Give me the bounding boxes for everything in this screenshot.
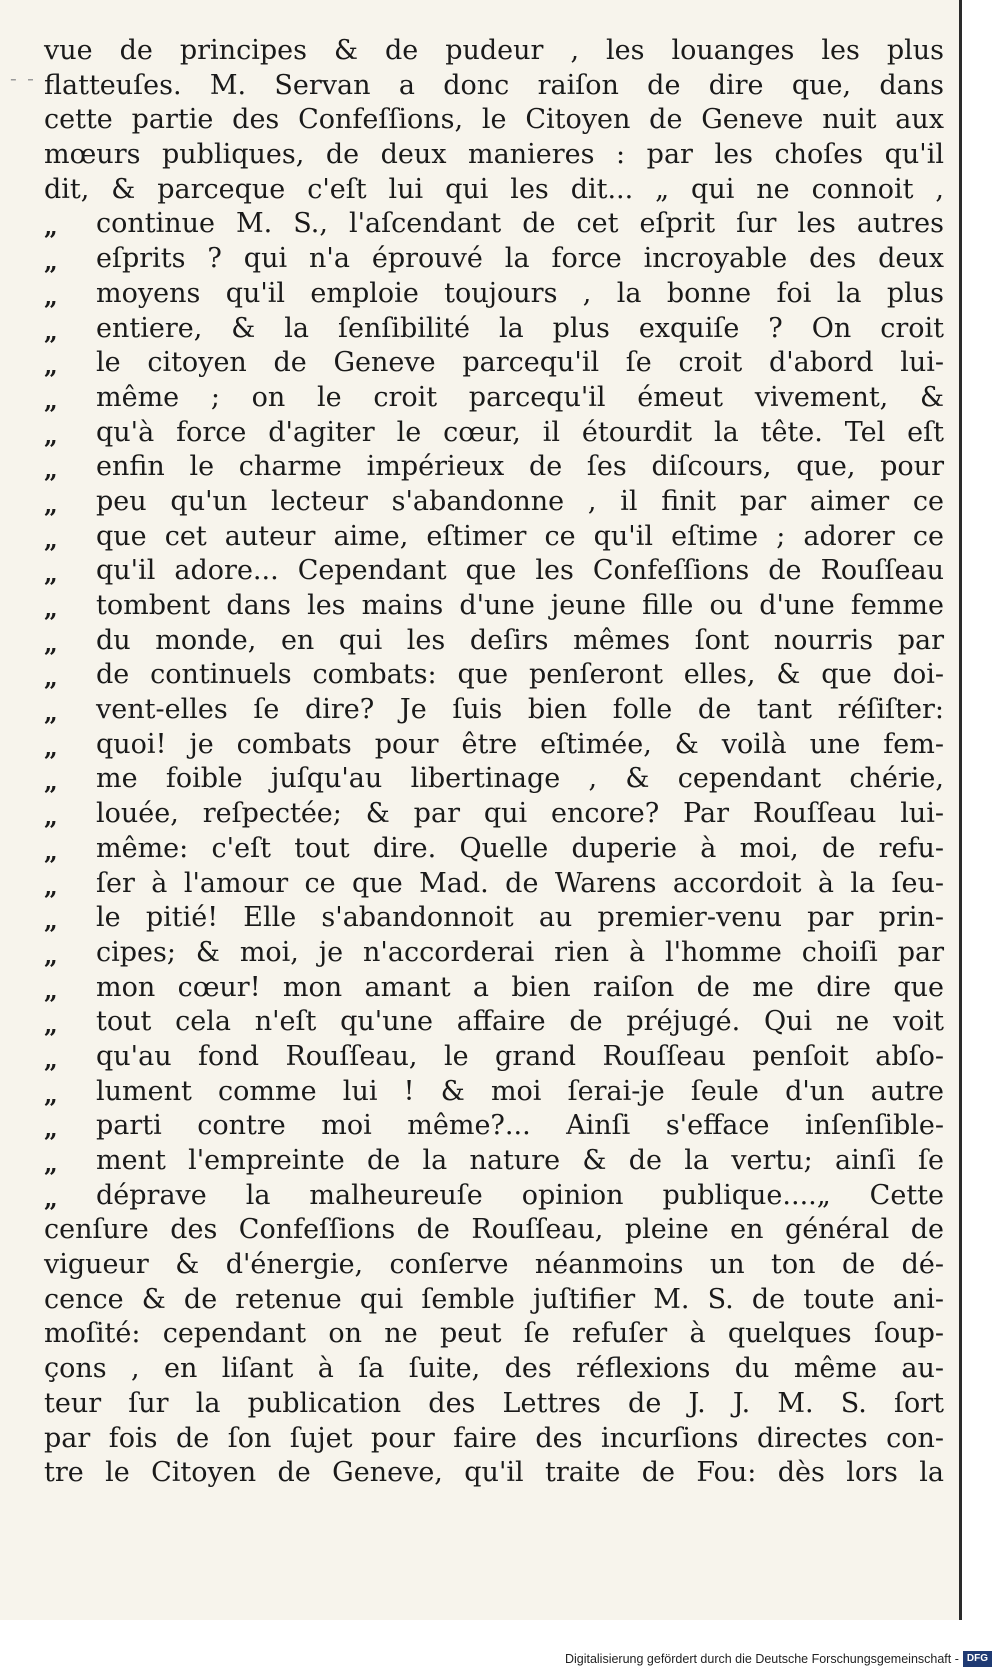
line-text: ment l'empreinte de la nature & de la vertu; ainſi ſe <box>96 1145 944 1176</box>
line-text: même ; on le croit parcequ'il émeut vivement, & <box>96 381 944 413</box>
quote-mark: „ <box>44 489 58 519</box>
line-text: parti contre moi même?... Ainſi s'efface inſenſible- <box>96 1110 944 1142</box>
text-line <box>44 34 944 69</box>
text-line <box>44 1317 944 1352</box>
line-text: tout cela n'eſt qu'une affaire de préjugé. Qui ne voit <box>96 1006 944 1038</box>
text-line <box>44 936 944 971</box>
quote-mark: „ <box>44 351 58 381</box>
line-text: mœurs publiques, de deux manieres : par les choſes qu'il <box>44 139 944 171</box>
text-line <box>44 520 944 555</box>
page-edge-mark: - - <box>10 66 36 90</box>
line-text: vent-elles ſe dire? Je ſuis bien folle de tant réſiſter: <box>96 694 944 726</box>
line-text: entiere, & la ſenſibilité la plus exquiſe ? On croit <box>96 312 944 344</box>
text-line <box>44 1109 944 1144</box>
digitization-footer <box>565 1651 992 1667</box>
line-text: du monde, en qui les deſirs mêmes ſont nourris par <box>96 624 944 656</box>
text-line <box>44 103 944 138</box>
line-text: ſer à l'amour ce que Mad. de Warens accordoit à la ſeu- <box>96 867 944 899</box>
quote-mark: „ <box>44 212 58 242</box>
text-line <box>44 589 944 624</box>
line-text: par fois de ſon ſujet pour faire des incurſions directes con- <box>44 1422 944 1454</box>
line-text: que cet auteur aime, eſtimer ce qu'il eſtime ; adorer ce <box>96 520 944 552</box>
line-text: le citoyen de Geneve parcequ'il ſe croit d'abord lui- <box>96 347 944 379</box>
line-text: enfin le charme impérieux de ſes diſcours, que, pour <box>96 451 944 483</box>
line-text: mon cœur! mon amant a bien raiſon de me dire que <box>96 971 944 1003</box>
text-line <box>44 277 944 312</box>
text-line <box>44 1387 944 1422</box>
text-line <box>44 693 944 728</box>
quote-mark: „ <box>44 698 58 728</box>
body-text-block <box>44 34 944 1491</box>
quote-mark: „ <box>44 524 58 554</box>
line-text: même: c'eſt tout dire. Quelle duperie à moi, de refu- <box>96 832 944 864</box>
text-line <box>44 69 944 104</box>
text-line <box>44 901 944 936</box>
line-text: cenſure des Confeſſions de Rouſſeau, pleine en général de <box>44 1214 944 1246</box>
text-line <box>44 346 944 381</box>
quote-mark: „ <box>44 1044 58 1074</box>
line-text: qu'il adore... Cependant que les Confeſſions de Rouſſeau <box>96 555 944 587</box>
quote-mark: „ <box>44 281 58 311</box>
quote-mark: „ <box>44 385 58 415</box>
quote-mark: „ <box>44 594 58 623</box>
quote-mark: „ <box>44 975 58 1005</box>
text-line <box>44 554 944 589</box>
text-line <box>44 1005 944 1040</box>
line-text: vue de principes & de pudeur , les louanges les plus <box>44 35 944 66</box>
line-text: quoi! je combats pour être eſtimée, & voilà une fem- <box>96 728 944 760</box>
line-text: flatteuſes. M. Servan a donc raiſon de dire que, dans <box>44 69 944 101</box>
quote-mark: „ <box>44 732 58 762</box>
line-text: moyens qu'il emploie toujours , la bonne foi la plus <box>96 277 944 309</box>
quote-mark: „ <box>44 1010 58 1040</box>
text-line <box>44 624 944 659</box>
quote-mark: „ <box>44 628 58 658</box>
line-text: moſité: cependant on ne peut ſe refuſer à quelques ſoup- <box>44 1318 944 1350</box>
line-text: eſprits ? qui n'a éprouvé la force incroyable des deux <box>96 243 944 275</box>
text-line <box>44 728 944 763</box>
quote-mark: „ <box>44 871 58 901</box>
text-line <box>44 1213 944 1248</box>
text-line <box>44 416 944 451</box>
quote-mark: „ <box>44 247 58 277</box>
line-text: cipes; & moi, je n'accorderai rien à l'homme choiſi par <box>96 936 944 968</box>
quote-mark: „ <box>44 906 58 936</box>
quote-mark: „ <box>44 1183 58 1213</box>
line-text: déprave la malheureuſe opinion publique....„ Cette <box>96 1179 944 1211</box>
text-line <box>44 971 944 1006</box>
quote-mark: „ <box>44 1114 58 1144</box>
quote-mark: „ <box>44 316 58 346</box>
text-line <box>44 1040 944 1075</box>
line-text: çons , en liſant à ſa ſuite, des réflexions du même au- <box>44 1353 944 1385</box>
text-line <box>44 1422 944 1457</box>
text-line <box>44 138 944 173</box>
quote-mark: „ <box>44 559 58 589</box>
text-line <box>44 450 944 485</box>
quote-mark: „ <box>44 420 58 450</box>
text-line <box>44 173 944 208</box>
line-text: cence & de retenue qui ſemble juſtifier M. S. de toute ani- <box>44 1283 944 1315</box>
line-text: lument comme lui ! & moi ſerai-je ſeule d'un autre <box>96 1075 944 1107</box>
line-text: peu qu'un lecteur s'abandonne , il finit par aimer ce <box>96 485 944 517</box>
line-text: louée, reſpectée; & par qui encore? Par Rouſſeau lui- <box>96 798 944 830</box>
line-text: cette partie des Confeſſions, le Citoyen de Geneve nuit aux <box>44 104 944 136</box>
quote-mark: „ <box>44 836 58 866</box>
line-text: tombent dans les mains d'une jeune fille ou d'une femme <box>96 590 944 621</box>
text-line <box>44 867 944 902</box>
text-line <box>44 762 944 797</box>
line-text: continue M. S., l'aſcendant de cet eſprit ſur les autres <box>96 208 944 240</box>
text-line <box>44 832 944 867</box>
text-line <box>44 207 944 242</box>
text-line <box>44 312 944 347</box>
quote-mark: „ <box>44 1149 58 1178</box>
line-text: dit, & parceque c'eſt lui qui les dit... „ qui ne connoit , <box>44 173 944 205</box>
text-line <box>44 1248 944 1283</box>
quote-mark: „ <box>44 802 58 832</box>
quote-mark: „ <box>44 1079 58 1109</box>
quote-mark: „ <box>44 455 58 485</box>
text-line <box>44 658 944 693</box>
text-line <box>44 1283 944 1318</box>
text-line <box>44 242 944 277</box>
text-line <box>44 1456 944 1491</box>
dfg-logo-icon: DFG <box>963 1651 992 1667</box>
line-text: tre le Citoyen de Geneve, qu'il traite de Fou: dès lors la <box>44 1457 944 1489</box>
line-text: qu'à force d'agiter le cœur, il étourdit la tête. Tel eſt <box>96 416 944 448</box>
line-text: qu'au fond Rouſſeau, le grand Rouſſeau penſoit abſo- <box>96 1040 944 1072</box>
text-line <box>44 1144 944 1179</box>
text-line <box>44 797 944 832</box>
text-line <box>44 1075 944 1110</box>
text-line <box>44 381 944 416</box>
line-text: de continuels combats: que penſeront elles, & que doi- <box>96 659 944 691</box>
line-text: teur ſur la publication des Lettres de J. J. M. S. ſort <box>44 1387 944 1419</box>
footer-credit-text: Digitalisierung gefördert durch die Deutsche Forschungsgemeinschaft - <box>564 1652 959 1666</box>
quote-mark: „ <box>44 940 58 970</box>
line-text: vigueur & d'énergie, conſerve néanmoins un ton de dé- <box>44 1249 944 1281</box>
line-text: le pitié! Elle s'abandonnoit au premier-venu par prin- <box>96 902 944 934</box>
text-line <box>44 485 944 520</box>
text-line <box>44 1179 944 1214</box>
text-line <box>44 1352 944 1387</box>
quote-mark: „ <box>44 767 58 797</box>
line-text: me foible juſqu'au libertinage , & cependant chérie, <box>96 763 944 795</box>
quote-mark: „ <box>44 663 58 693</box>
